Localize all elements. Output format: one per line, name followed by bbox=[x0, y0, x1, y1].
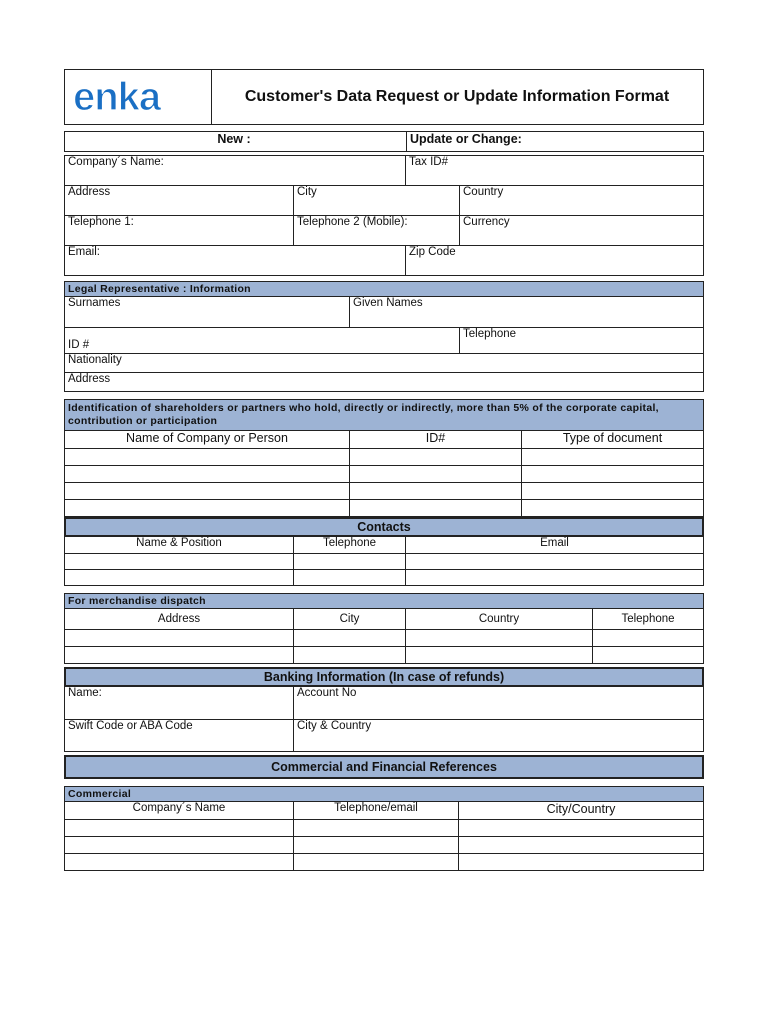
bank-city-country-field[interactable]: City & Country bbox=[294, 719, 704, 751]
table-row bbox=[65, 853, 704, 870]
table-row bbox=[65, 482, 704, 499]
telephone1-field[interactable]: Telephone 1: bbox=[65, 216, 294, 246]
address-field[interactable]: Address bbox=[65, 186, 294, 216]
commercial-company-cell[interactable] bbox=[65, 853, 294, 870]
country-field[interactable]: Country bbox=[460, 186, 704, 216]
shareholder-name-cell[interactable] bbox=[65, 499, 350, 516]
shareholder-doctype-cell[interactable] bbox=[522, 482, 704, 499]
shareholder-doctype-cell[interactable] bbox=[522, 448, 704, 465]
table-row bbox=[65, 553, 704, 569]
legal-address-field[interactable]: Address bbox=[65, 372, 704, 391]
contacts-col-name: Name & Position bbox=[65, 537, 294, 553]
contact-name-cell[interactable] bbox=[65, 553, 294, 569]
table-row bbox=[65, 465, 704, 482]
banking-band: Banking Information (In case of refunds) bbox=[64, 667, 704, 687]
contact-telephone-cell[interactable] bbox=[294, 553, 406, 569]
legal-telephone-field[interactable]: Telephone bbox=[460, 327, 704, 353]
zip-code-field[interactable]: Zip Code bbox=[406, 246, 704, 276]
form-title: Customer's Data Request or Update Information Format bbox=[244, 88, 670, 105]
contact-email-cell[interactable] bbox=[406, 553, 704, 569]
shareholder-id-cell[interactable] bbox=[350, 448, 522, 465]
contacts-col-telephone: Telephone bbox=[294, 537, 406, 553]
shareholder-col-doctype: Type of document bbox=[522, 431, 704, 448]
table-row bbox=[65, 836, 704, 853]
company-name-field[interactable]: Company´s Name: bbox=[65, 156, 406, 186]
contacts-col-email: Email bbox=[406, 537, 704, 553]
table-row bbox=[65, 448, 704, 465]
shareholder-col-name: Name of Company or Person bbox=[65, 431, 350, 448]
legal-band: Legal Representative : Information bbox=[64, 281, 704, 297]
shareholders-section bbox=[64, 399, 704, 517]
account-no-field[interactable]: Account No bbox=[294, 687, 704, 719]
table-row bbox=[65, 499, 704, 516]
form-header bbox=[64, 69, 704, 125]
email-field[interactable]: Email: bbox=[65, 246, 406, 276]
dispatch-country-cell[interactable] bbox=[406, 629, 593, 646]
shareholder-name-cell[interactable] bbox=[65, 465, 350, 482]
dispatch-section bbox=[64, 593, 704, 664]
shareholders-band: Identification of shareholders or partners who hold, directly or indirectly, more than 5% of the corporate capital, contribution or participation bbox=[64, 399, 704, 431]
tax-id-field[interactable]: Tax ID# bbox=[406, 156, 704, 186]
swift-code-field[interactable]: Swift Code or ABA Code bbox=[65, 719, 294, 751]
commercial-col-telephone: Telephone/email bbox=[294, 802, 459, 819]
commercial-telephone-cell[interactable] bbox=[294, 853, 459, 870]
commercial-section bbox=[64, 786, 704, 871]
commercial-citycountry-cell[interactable] bbox=[459, 853, 704, 870]
shareholder-name-cell[interactable] bbox=[65, 482, 350, 499]
commercial-band: Commercial bbox=[64, 786, 704, 802]
dispatch-city-cell[interactable] bbox=[294, 629, 406, 646]
city-field[interactable]: City bbox=[294, 186, 460, 216]
dispatch-col-telephone: Telephone bbox=[593, 609, 704, 629]
dispatch-telephone-cell[interactable] bbox=[593, 629, 704, 646]
commercial-company-cell[interactable] bbox=[65, 819, 294, 836]
commercial-citycountry-cell[interactable] bbox=[459, 819, 704, 836]
commercial-telephone-cell[interactable] bbox=[294, 836, 459, 853]
shareholder-id-cell[interactable] bbox=[350, 499, 522, 516]
commercial-citycountry-cell[interactable] bbox=[459, 836, 704, 853]
update-label: Update or Change: bbox=[407, 132, 704, 152]
legal-section bbox=[64, 281, 704, 392]
table-row bbox=[65, 646, 704, 663]
contact-email-cell[interactable] bbox=[406, 569, 704, 585]
dispatch-telephone-cell[interactable] bbox=[593, 646, 704, 663]
dispatch-col-address: Address bbox=[65, 609, 294, 629]
contact-name-cell[interactable] bbox=[65, 569, 294, 585]
new-update-row bbox=[64, 131, 704, 152]
id-field[interactable] bbox=[65, 327, 460, 353]
dispatch-col-city: City bbox=[294, 609, 406, 629]
references-band: Commercial and Financial References bbox=[64, 755, 704, 779]
table-row bbox=[65, 569, 704, 585]
commercial-col-citycountry: City/Country bbox=[459, 802, 704, 819]
shareholder-name-cell[interactable] bbox=[65, 448, 350, 465]
surnames-field[interactable]: Surnames bbox=[65, 297, 350, 327]
dispatch-address-cell[interactable] bbox=[65, 646, 294, 663]
commercial-company-cell[interactable] bbox=[65, 836, 294, 853]
shareholder-id-cell[interactable] bbox=[350, 465, 522, 482]
contacts-section bbox=[64, 517, 704, 586]
dispatch-band: For merchandise dispatch bbox=[64, 593, 704, 609]
references-section bbox=[64, 755, 704, 779]
table-row bbox=[65, 629, 704, 646]
commercial-col-company: Company´s Name bbox=[65, 802, 294, 819]
currency-field[interactable]: Currency bbox=[460, 216, 704, 246]
dispatch-address-cell[interactable] bbox=[65, 629, 294, 646]
table-row bbox=[65, 819, 704, 836]
given-names-field[interactable]: Given Names bbox=[350, 297, 704, 327]
contact-telephone-cell[interactable] bbox=[294, 569, 406, 585]
id-label: ID # bbox=[68, 338, 90, 351]
banking-section bbox=[64, 667, 704, 752]
nationality-field[interactable]: Nationality bbox=[65, 353, 704, 372]
shareholder-doctype-cell[interactable] bbox=[522, 465, 704, 482]
contacts-band: Contacts bbox=[64, 517, 704, 537]
telephone2-field[interactable]: Telephone 2 (Mobile): bbox=[294, 216, 460, 246]
shareholder-doctype-cell[interactable] bbox=[522, 499, 704, 516]
dispatch-country-cell[interactable] bbox=[406, 646, 593, 663]
logo-container bbox=[65, 70, 212, 124]
shareholder-col-id: ID# bbox=[350, 431, 522, 448]
enka-logo bbox=[68, 77, 208, 117]
new-label: New : bbox=[65, 132, 407, 152]
dispatch-col-country: Country bbox=[406, 609, 593, 629]
company-section bbox=[64, 155, 704, 276]
dispatch-city-cell[interactable] bbox=[294, 646, 406, 663]
bank-name-field[interactable]: Name: bbox=[65, 687, 294, 719]
logo-text: enka bbox=[73, 77, 161, 117]
shareholder-id-cell[interactable] bbox=[350, 482, 522, 499]
commercial-telephone-cell[interactable] bbox=[294, 819, 459, 836]
